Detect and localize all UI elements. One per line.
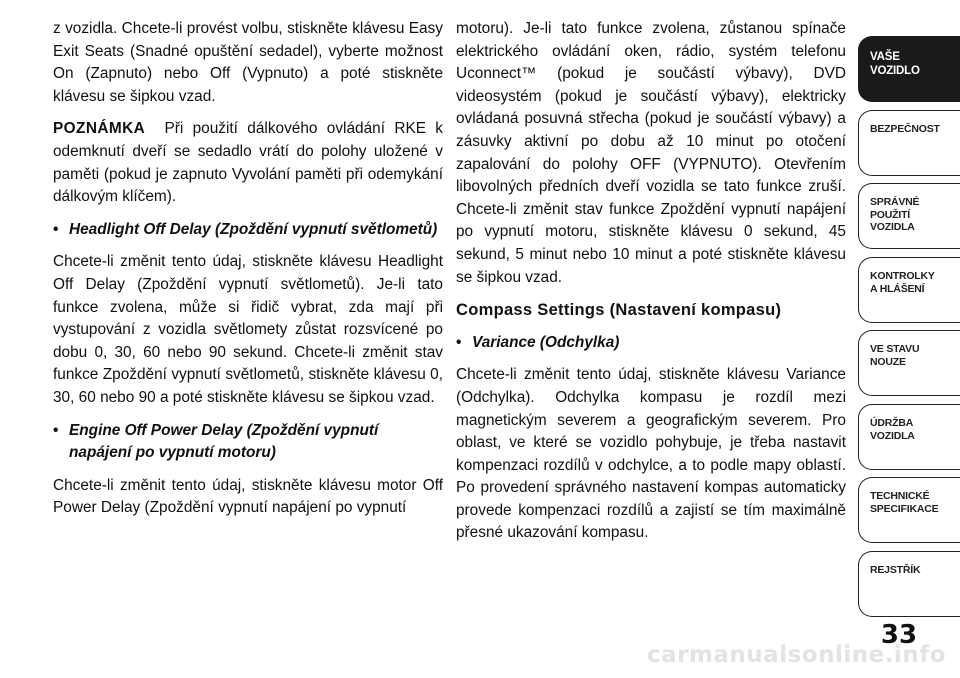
bullet-title: Variance (Odchylka)	[472, 333, 620, 351]
bullet-icon: •	[53, 421, 59, 439]
tab-label: VAŠE VOZIDLO	[870, 51, 920, 77]
note-paragraph	[53, 118, 443, 208]
watermark: carmanualsonline.info	[646, 642, 946, 668]
section-heading: Compass Settings (Nastavení kompasu)	[456, 301, 782, 320]
chapter-tabs-sidebar	[858, 0, 960, 678]
headlight-paragraph: Chcete-li změnit tento údaj, stiskněte klávesu Headlight Off Delay (Zpoždění vypnutí světlometů). Je-li tato funkce zvolena, může si řidič vybrat, zda mají při vystupování z vozidla světlomety zůstat rozsvícené po dobu 0, 30, 60 nebo 90 sekund. Chcete-li změnit stav funkce Zpoždění vypnutí světlometů, stiskněte klávesu 0, 30, 60 nebo 90 a poté stiskněte klávesu se šipkou vzad.	[53, 253, 443, 406]
tab-spravne-pouziti-vozidla[interactable]	[858, 183, 960, 249]
note-text: Při použití dálkového ovládání RKE k odemknutí dveří se sedadlo vrátí do polohy uložené v paměti (pokud je zapnuto Vyvolání paměti při odemykání dálkovým klíčem).	[53, 120, 443, 206]
bullet-icon: •	[456, 333, 462, 351]
right-column	[456, 18, 846, 545]
tab-label: BEZPEČNOST	[870, 123, 940, 135]
bullet-heading-engine	[53, 420, 443, 465]
tab-rejstrik[interactable]	[858, 551, 960, 617]
left-column	[53, 18, 443, 520]
note-label: POZNÁMKA	[53, 120, 146, 138]
tab-label: KONTROLKY A HLÁŠENÍ	[870, 270, 935, 295]
tab-kontrolky-a-hlaseni[interactable]	[858, 257, 960, 323]
tab-label: SPRÁVNÉ POUŽITÍ VOZIDLA	[870, 196, 920, 233]
engine-paragraph: Chcete-li změnit tento údaj, stiskněte klávesu motor Off Power Delay (Zpoždění vypnutí napájení po vypnutí	[53, 476, 443, 517]
variance-paragraph: Chcete-li změnit tento údaj, stiskněte klávesu Variance (Odchylka). Odchylka kompasu je rozdíl mezi magnetickým severem a geografickým severem. Pro oblast, ve které se vozidlo pohybuje, je třeba nastavit kompenzaci rozdílů v odchylce, a to podle mapy oblastí. Po provedení správného nastavení kompas automaticky provede kompenzaci rozdílů a zajistí se tím maximálně přesné ukazování kompasu.	[456, 366, 846, 542]
tab-technicke-specifikace[interactable]	[858, 477, 960, 543]
bullet-icon: •	[53, 220, 59, 238]
intro-paragraph: z vozidla. Chcete-li provést volbu, stiskněte klávesu Easy Exit Seats (Snadné opuštění sedadel), vyberte možnost On (Zapnuto) nebo Off (Vypnuto) a poté stiskněte klávesu se šipkou vzad.	[53, 20, 443, 105]
tab-ve-stavu-nouze[interactable]	[858, 330, 960, 396]
tab-label: TECHNICKÉ SPECIFIKACE	[870, 490, 939, 515]
bullet-title: Headlight Off Delay (Zpoždění vypnutí světlometů)	[69, 220, 438, 238]
page-number: 33	[880, 620, 918, 650]
tab-label: ÚDRŽBA VOZIDLA	[870, 417, 915, 442]
bullet-heading-headlight	[53, 219, 443, 242]
bullet-title: Engine Off Power Delay (Zpoždění vypnutí napájení po vypnutí motoru)	[69, 421, 379, 462]
tab-label: VE STAVU NOUZE	[870, 343, 920, 368]
tab-udrzba-vozidla[interactable]	[858, 404, 960, 470]
tab-vase-vozidlo[interactable]	[858, 36, 960, 102]
tab-label: REJSTŘÍK	[870, 564, 921, 576]
bullet-heading-variance	[456, 332, 846, 355]
tab-bezpecnost[interactable]	[858, 110, 960, 176]
continuation-paragraph: motoru). Je-li tato funkce zvolena, zůstanou spínače elektrického ovládání oken, rádio, systém telefonu Uconnect™ (pokud je součástí výbavy), DVD videosystém (pokud je součástí výbavy), elektricky ovládaná posuvná střecha (pokud je součástí výbavy) a zásuvky aktivní po dobu až 10 minut po otočení zapalování do polohy OFF (VYPNUTO). Otevřením libovolných předních dveří vozidla se tato funkce zruší. Chcete-li změnit stav funkce Zpoždění vypnutí napájení po vypnutí motoru, stiskněte klávesu 0 sekund, 45 sekund, 5 minut nebo 10 minut a poté stiskněte klávesu se šipkou vzad.	[456, 20, 846, 286]
